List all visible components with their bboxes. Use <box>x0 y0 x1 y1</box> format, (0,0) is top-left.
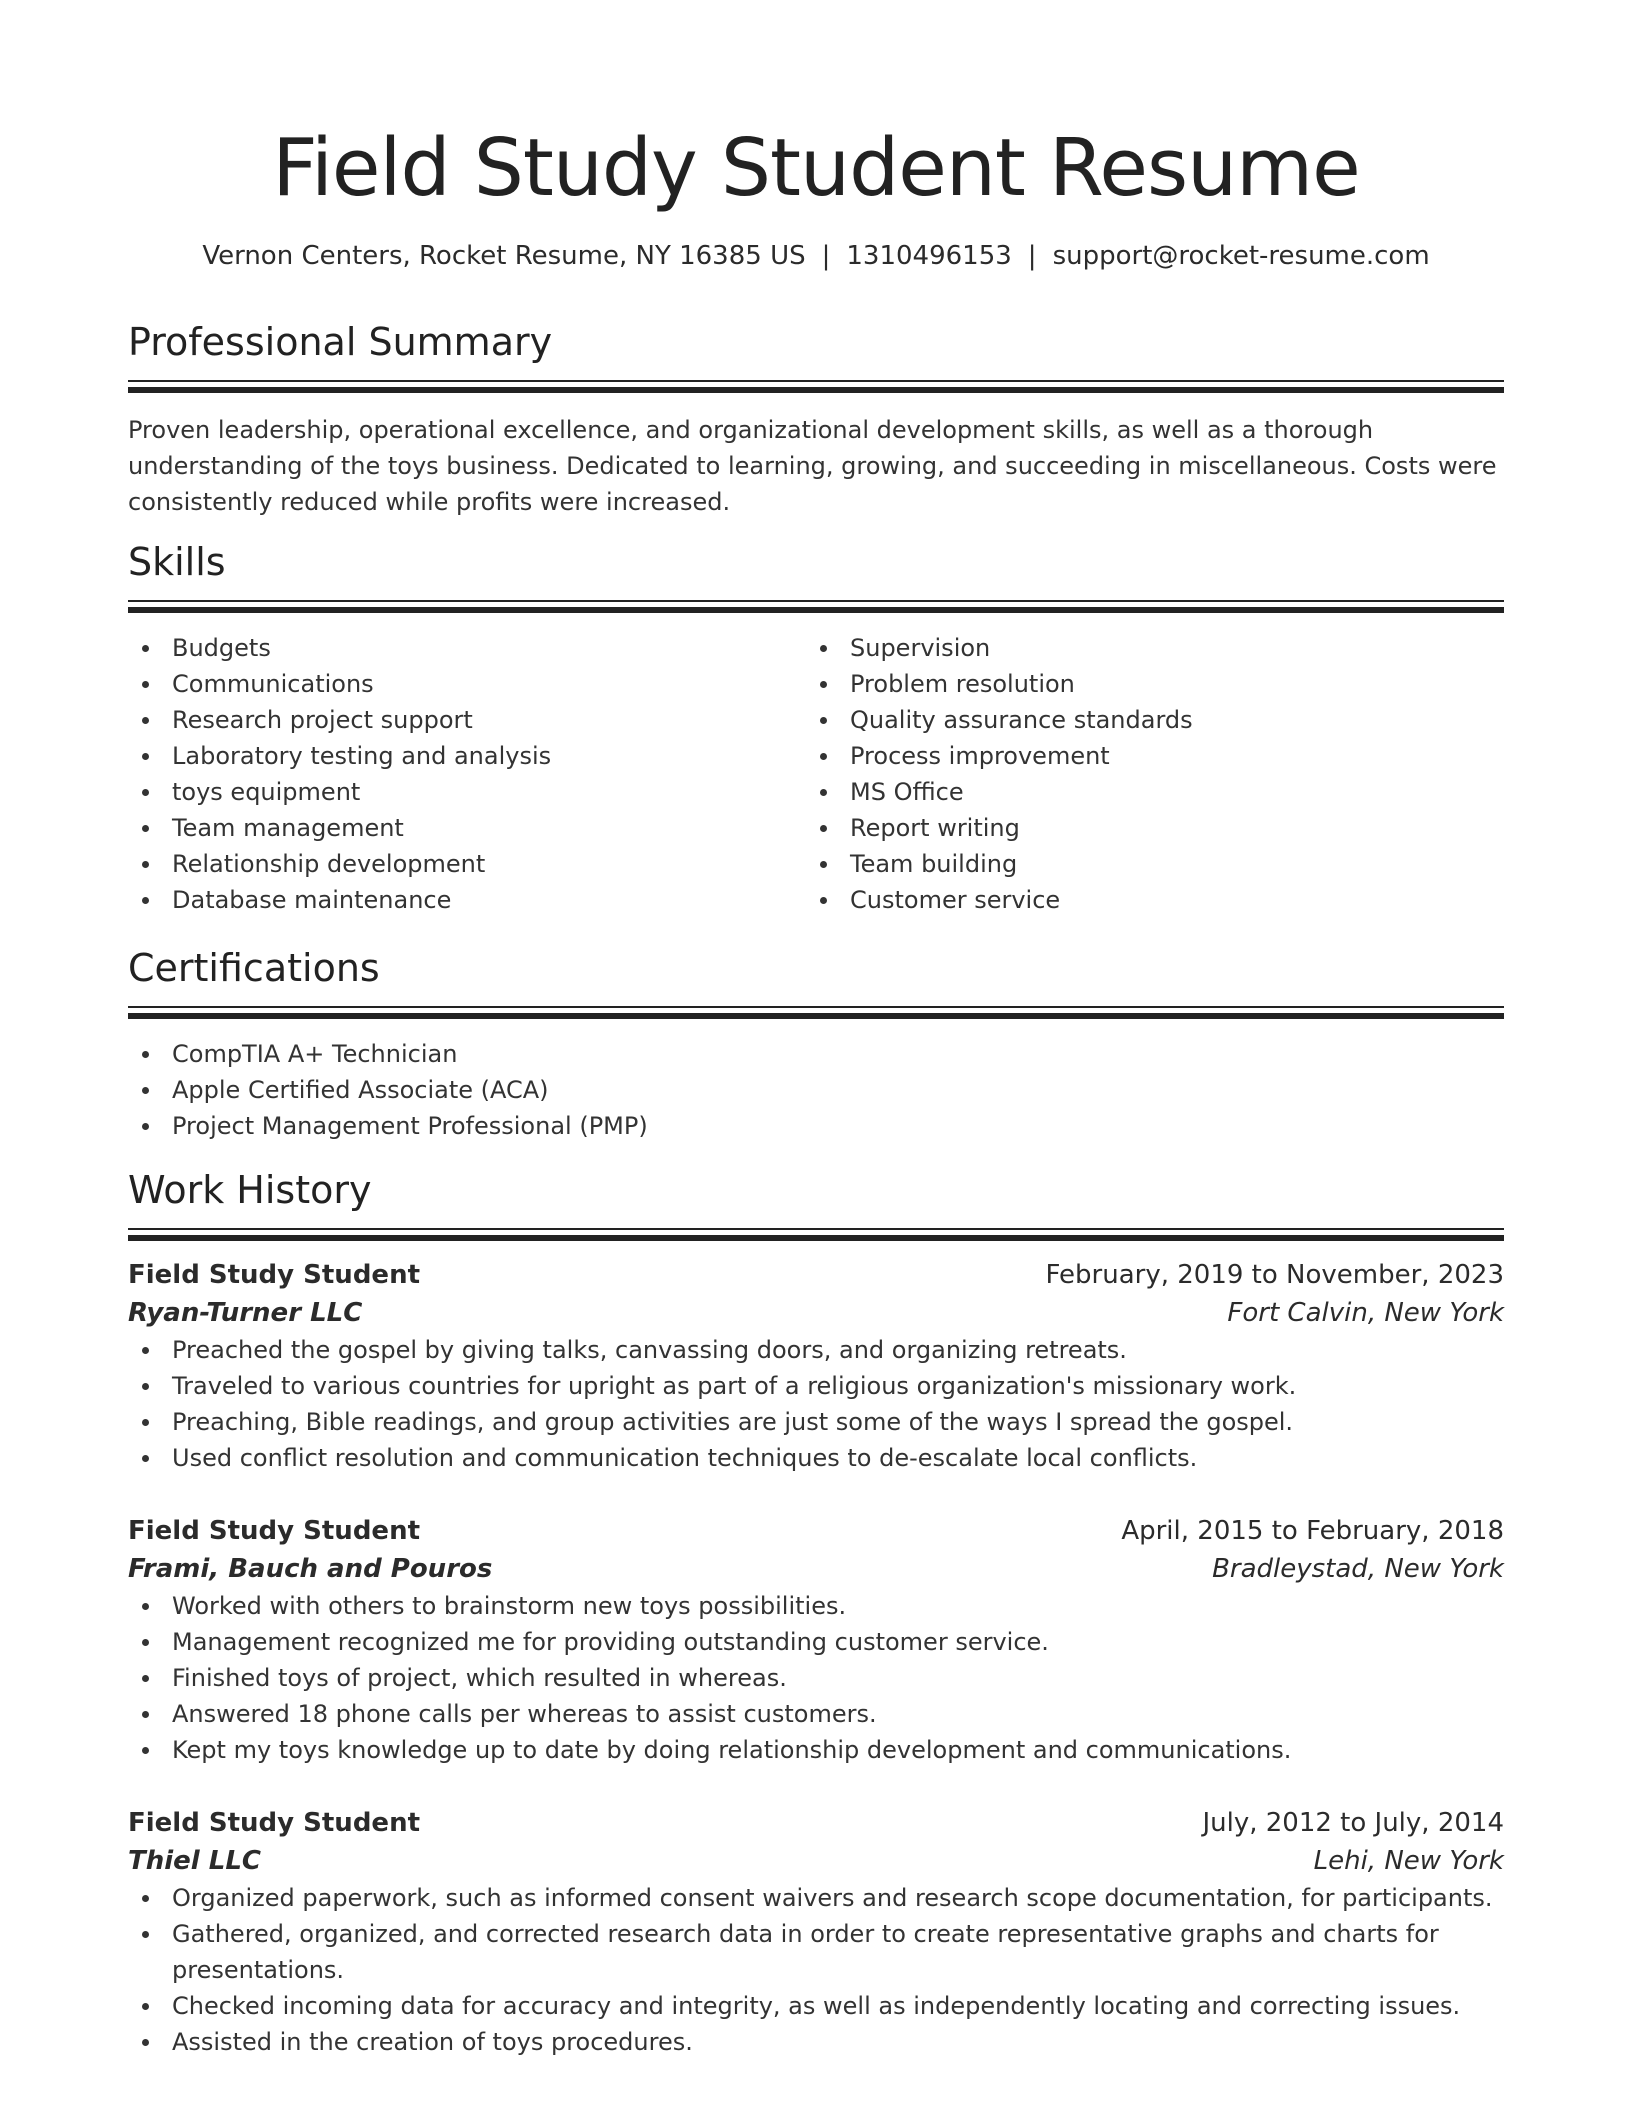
job-bullet: Used conflict resolution and communication techniques to de-escalate local conflicts. <box>128 1440 1504 1476</box>
section-heading: Skills <box>128 540 226 584</box>
job-bullet: Gathered, organized, and corrected research data in order to create representative graphs and charts for presentations. <box>128 1916 1504 1988</box>
skill-item: Team management <box>128 810 806 846</box>
certifications-list <box>128 1036 1504 1144</box>
job-entry <box>128 1256 1504 1476</box>
job-entry <box>128 1804 1504 2060</box>
job-dates: April, 2015 to February, 2018 <box>1121 1516 1504 1546</box>
skills-list-left <box>128 630 806 918</box>
skill-item: Quality assurance standards <box>806 702 1484 738</box>
certification-item: Apple Certified Associate (ACA) <box>128 1072 1504 1108</box>
separator: | <box>821 241 831 271</box>
skill-item: Communications <box>128 666 806 702</box>
job-bullet: Assisted in the creation of toys procedures. <box>128 2024 1504 2060</box>
section-heading: Professional Summary <box>128 320 553 364</box>
certification-item: Project Management Professional (PMP) <box>128 1108 1504 1144</box>
section-divider <box>128 1006 1504 1018</box>
skill-item: toys equipment <box>128 774 806 810</box>
section-divider <box>128 600 1504 612</box>
job-bullets <box>128 1332 1504 1476</box>
skill-item: Relationship development <box>128 846 806 882</box>
job-bullets <box>128 1880 1504 2060</box>
section-divider <box>128 380 1504 392</box>
job-bullet: Preaching, Bible readings, and group activities are just some of the ways I spread the gospel. <box>128 1404 1504 1440</box>
job-bullet: Checked incoming data for accuracy and integrity, as well as independently locating and correcting issues. <box>128 1988 1504 2024</box>
job-company-row <box>128 1294 1504 1332</box>
job-company: Frami, Bauch and Pouros <box>128 1554 493 1584</box>
skill-item: Supervision <box>806 630 1484 666</box>
job-location: Fort Calvin, New York <box>1227 1298 1504 1328</box>
skill-item: Customer service <box>806 882 1484 918</box>
skill-item: Problem resolution <box>806 666 1484 702</box>
skill-item: Report writing <box>806 810 1484 846</box>
job-bullet: Organized paperwork, such as informed consent waivers and research scope documentation, for participants. <box>128 1880 1504 1916</box>
job-title: Field Study Student <box>128 1260 421 1290</box>
job-bullets <box>128 1588 1504 1768</box>
phone-text: 1310496153 <box>846 241 1012 271</box>
email-link[interactable]: support@rocket-resume.com <box>1052 241 1430 271</box>
certification-item: CompTIA A+ Technician <box>128 1036 1504 1072</box>
job-company-row <box>128 1550 1504 1588</box>
job-bullet: Preached the gospel by giving talks, canvassing doors, and organizing retreats. <box>128 1332 1504 1368</box>
job-dates: February, 2019 to November, 2023 <box>1045 1260 1504 1290</box>
work-history-section <box>128 1166 1504 2060</box>
job-bullet: Answered 18 phone calls per whereas to assist customers. <box>128 1696 1504 1732</box>
skills-columns <box>128 630 1504 918</box>
separator: | <box>1027 241 1037 271</box>
skill-item: Database maintenance <box>128 882 806 918</box>
address-text: Vernon Centers, Rocket Resume, NY 16385 US <box>202 241 806 271</box>
job-header-row <box>128 1256 1504 1294</box>
skills-list-right <box>806 630 1484 918</box>
summary-section <box>128 318 1504 520</box>
job-dates: July, 2012 to July, 2014 <box>1202 1808 1504 1838</box>
job-header-row <box>128 1804 1504 1842</box>
job-location: Lehi, New York <box>1313 1846 1504 1876</box>
job-bullet: Kept my toys knowledge up to date by doing relationship development and communications. <box>128 1732 1504 1768</box>
skill-item: Team building <box>806 846 1484 882</box>
job-company: Thiel LLC <box>128 1846 261 1876</box>
resume-title: Field Study Student Resume <box>272 122 1360 214</box>
job-title: Field Study Student <box>128 1516 421 1546</box>
job-bullet: Worked with others to brainstorm new toys possibilities. <box>128 1588 1504 1624</box>
certifications-section <box>128 944 1504 1144</box>
skills-section <box>128 538 1504 918</box>
job-header-row <box>128 1512 1504 1550</box>
job-bullet: Management recognized me for providing outstanding customer service. <box>128 1624 1504 1660</box>
skill-item: Budgets <box>128 630 806 666</box>
job-title: Field Study Student <box>128 1808 421 1838</box>
summary-text: Proven leadership, operational excellence, and organizational development skills, as well as a thorough understanding of the toys business. Dedicated to learning, growing, and succeeding in miscellaneous. Costs were consistently reduced while profits were increased. <box>128 416 1497 516</box>
job-entry <box>128 1512 1504 1768</box>
job-location: Bradleystad, New York <box>1212 1554 1504 1584</box>
section-heading: Work History <box>128 1168 372 1212</box>
jobs-container <box>128 1256 1504 2060</box>
skill-item: Process improvement <box>806 738 1484 774</box>
skill-item: Research project support <box>128 702 806 738</box>
skill-item: MS Office <box>806 774 1484 810</box>
section-divider <box>128 1228 1504 1240</box>
contact-line <box>128 238 1504 274</box>
job-bullet: Finished toys of project, which resulted in whereas. <box>128 1660 1504 1696</box>
skill-item: Laboratory testing and analysis <box>128 738 806 774</box>
job-company: Ryan-Turner LLC <box>128 1298 363 1328</box>
section-heading: Certifications <box>128 946 380 990</box>
job-bullet: Traveled to various countries for upright as part of a religious organization's missionary work. <box>128 1368 1504 1404</box>
job-company-row <box>128 1842 1504 1880</box>
